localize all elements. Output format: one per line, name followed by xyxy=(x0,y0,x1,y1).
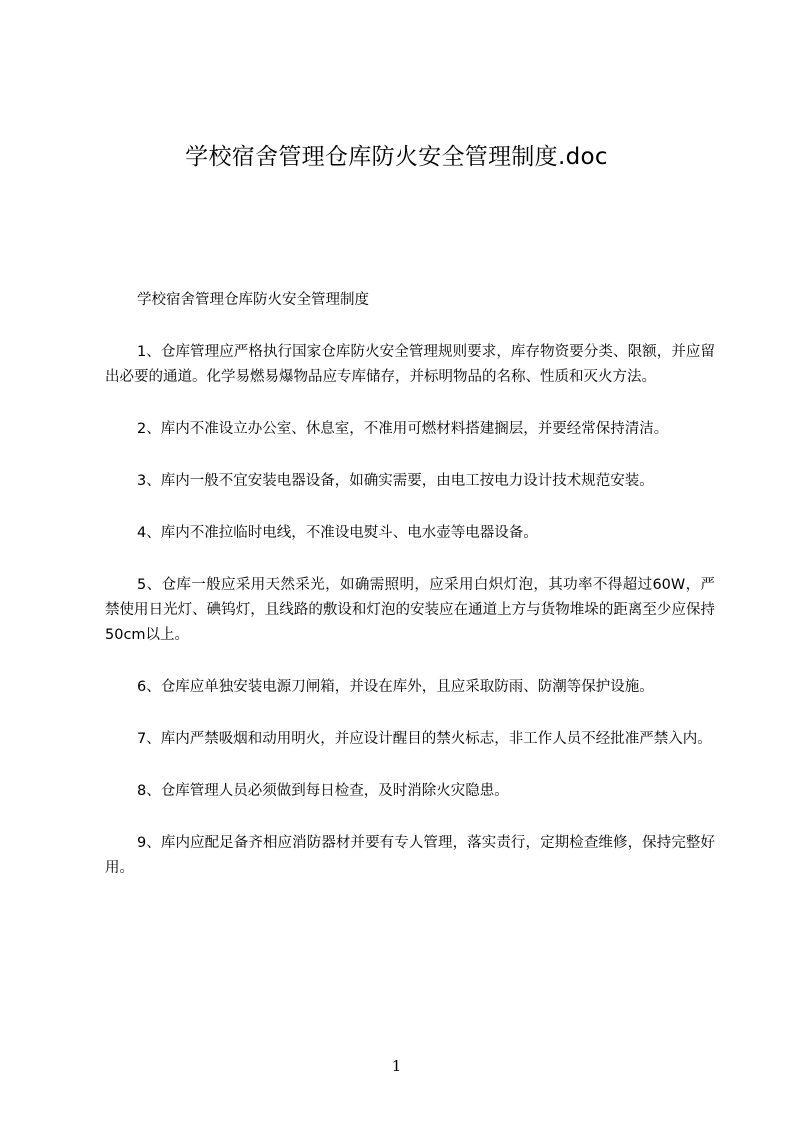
paragraph-4: 4、库内不准拉临时电线，不准设电熨斗、电水壶等电器设备。 xyxy=(137,525,538,541)
paragraph-7: 7、库内严禁吸烟和动用明火，并应设计醒目的禁火标志，非工作人员不经批准严禁入内。 xyxy=(137,731,712,747)
document-title: 学校宿舍管理仓库防火安全管理制度.doc xyxy=(185,144,608,170)
page-number: 1 xyxy=(391,1057,402,1075)
paragraph-6: 6、仓库应单独安装电源刀闸箱，并设在库外，且应采取防雨、防潮等保护设施。 xyxy=(137,679,654,695)
paragraph-8: 8、仓库管理人员必须做到每日检查，及时消除火灾隐患。 xyxy=(137,783,509,799)
paragraph-5: 5、仓库一般应采用天然采光，如确需照明，应采用白炽灯泡，其功率不得超过60W，严禁使用日光灯、碘钨灯，且线路的敷设和灯泡的安装应在通道上方与货物堆垛的距离至少应保持50cm以上。 xyxy=(105,577,715,643)
paragraph-1: 1、仓库管理应严格执行国家仓库防火安全管理规则要求，库存物资要分类、限额，并应留出必要的通道。化学易燃易爆物品应专库储存，并标明物品的名称、性质和灭火方法。 xyxy=(105,344,715,385)
paragraph-9: 9、库内应配足备齐相应消防器材并要有专人管理，落实责行，定期检查维修，保持完整好用。 xyxy=(105,835,715,876)
paragraph-3: 3、库内一般不宜安装电器设备，如确实需要，由电工按电力设计技术规范安装。 xyxy=(137,473,654,489)
document-subtitle: 学校宿舍管理仓库防火安全管理制度 xyxy=(137,292,369,308)
document-body xyxy=(105,288,715,908)
paragraph-2: 2、库内不准设立办公室、休息室，不准用可燃材料搭建搁层，并要经常保持清洁。 xyxy=(137,421,669,437)
